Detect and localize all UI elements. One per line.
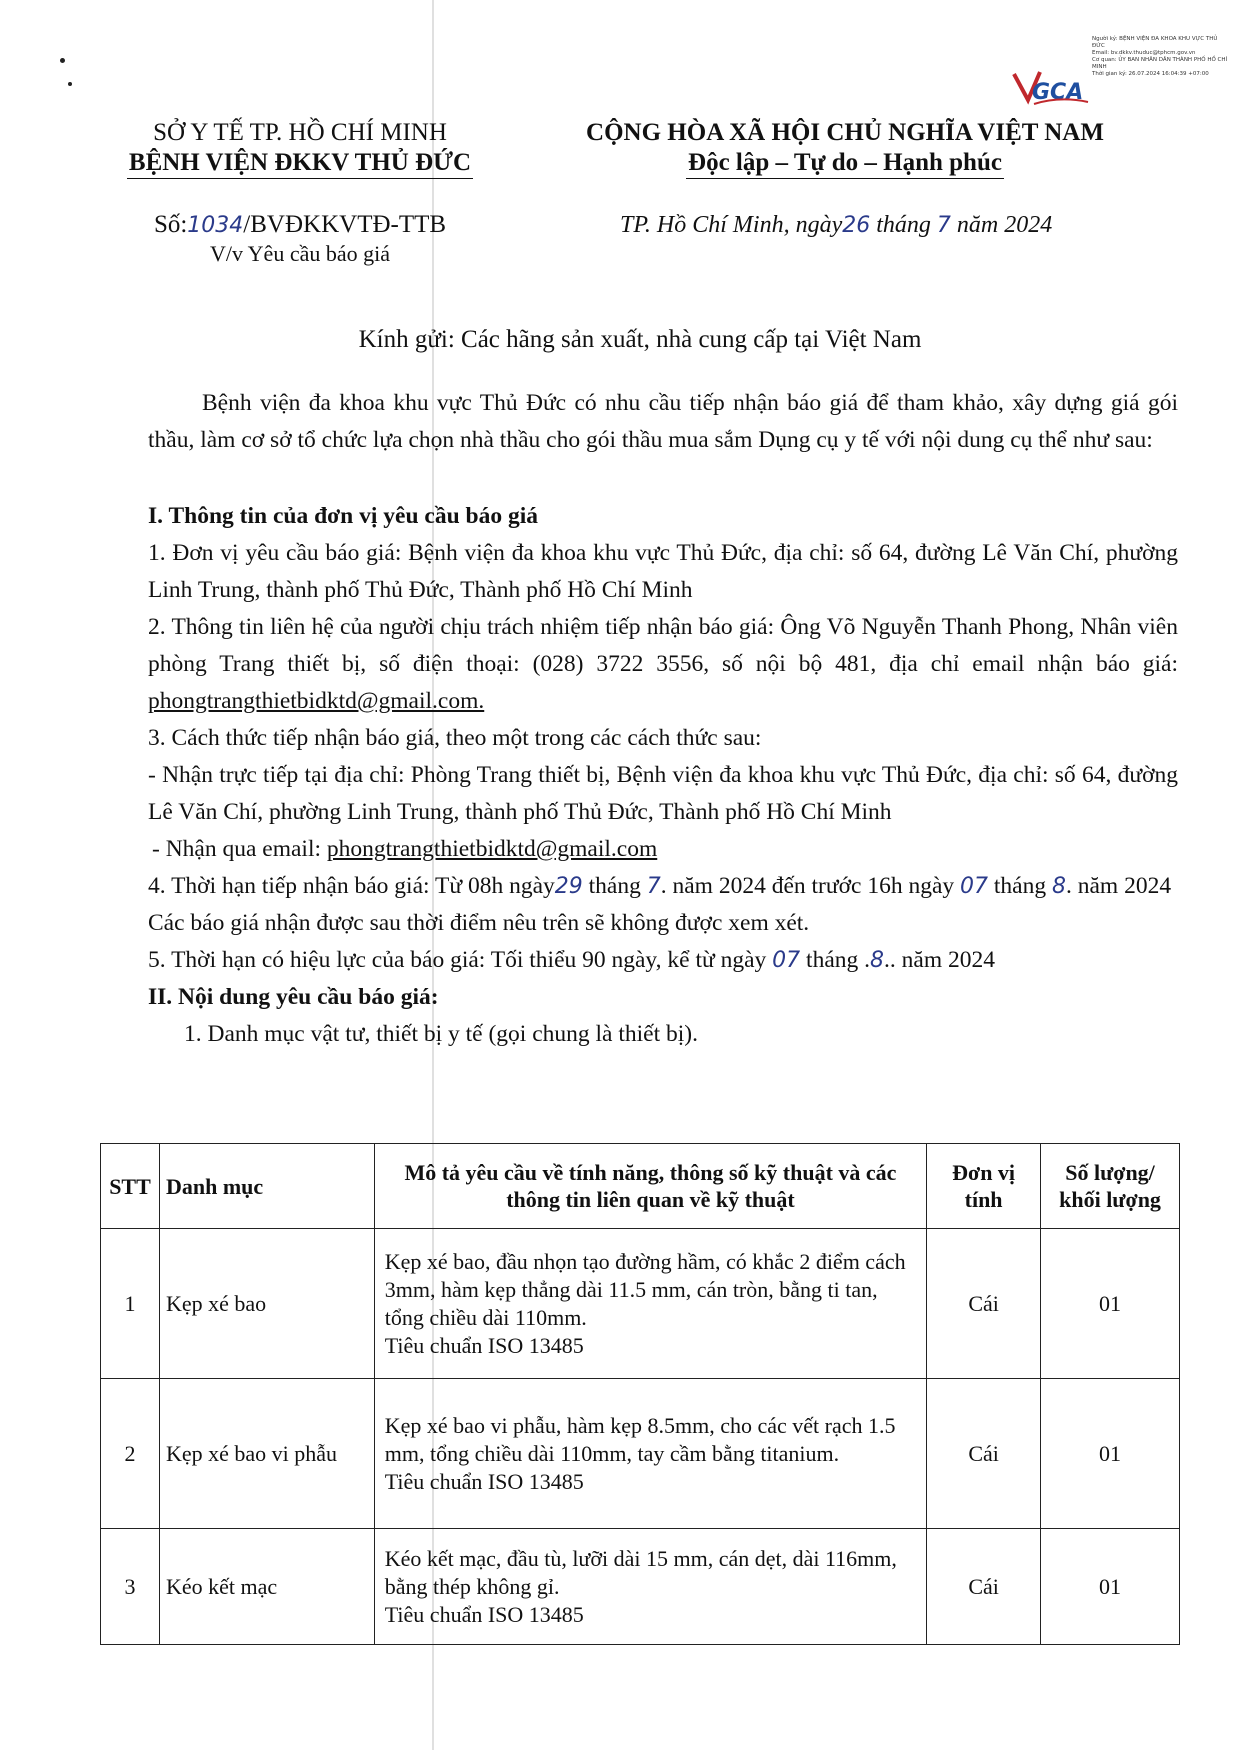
row-item-name: Kéo kết mạc	[159, 1529, 374, 1645]
row-item-name: Kẹp xé bao vi phẫu	[159, 1379, 374, 1529]
email-method-label: - Nhận qua email:	[152, 836, 322, 862]
section-2-item-1: 1. Danh mục vật tư, thiết bị y tế (gọi chung là thiết bị).	[184, 1021, 698, 1047]
document-subject: V/v Yêu cầu báo giá	[209, 241, 390, 266]
number-prefix: Số:	[153, 211, 188, 238]
deadline-end-month-label: tháng	[993, 873, 1047, 899]
column-header-description: Mô tả yêu cầu về tính năng, thông số kỹ thuật và các thông tin liên quan về kỹ thuật	[374, 1144, 926, 1229]
deadline-end-day: 07	[960, 874, 989, 899]
row-unit: Cái	[927, 1529, 1041, 1645]
deadline-start-day: 29	[554, 874, 583, 899]
row-unit: Cái	[927, 1379, 1041, 1529]
table-row	[101, 1229, 1180, 1379]
description-standard: Tiêu chuẩn ISO 13485	[384, 1601, 584, 1627]
document-date	[620, 212, 1180, 239]
validity-month-label: tháng .	[806, 947, 871, 973]
row-quantity: 01	[1041, 1229, 1180, 1379]
signature-details	[1092, 36, 1228, 78]
section-1-item-3a: - Nhận trực tiếp tại địa chỉ: Phòng Trang thiết bị, Bệnh viện đa khoa khu vực Thủ Đức, địa chỉ: số 64, đường Lê Văn Chí, phường Linh Trung, thành phố Thủ Đức, Thành phố Hồ Chí Minh	[148, 762, 1178, 825]
row-description	[374, 1379, 926, 1529]
column-header-stt: STT	[101, 1144, 160, 1229]
section-1-item-4	[148, 868, 1178, 905]
signature-signer: Người ký: BỆNH VIỆN ĐA KHOA KHU VỰC THỦ ĐỨC	[1092, 36, 1218, 49]
signature-agency: Cơ quan: ỦY BAN NHÂN DÂN THÀNH PHỐ HỒ CHÍ MINH	[1092, 57, 1228, 70]
section-2-title: II. Nội dung yêu cầu báo giá:	[148, 984, 439, 1010]
signature-email: Email: bv.dkkv.thuduc@tphcm.gov.vn	[1092, 50, 1196, 56]
number-handwritten: 1034	[187, 213, 244, 238]
svg-text:GCA: GCA	[1032, 80, 1084, 105]
date-day: 26	[842, 213, 871, 238]
table-row	[101, 1379, 1180, 1529]
deadline-text-start: 4. Thời hạn tiếp nhận báo giá: Từ 08h ngày	[148, 873, 555, 899]
row-stt: 2	[101, 1379, 160, 1529]
deadline-start-month: 7	[646, 874, 661, 899]
equipment-table	[100, 1143, 1180, 1645]
validity-year: .. năm 2024	[884, 947, 995, 973]
digital-signature-stamp	[1010, 36, 1230, 116]
section-1-item-5	[148, 942, 1178, 979]
row-description	[374, 1529, 926, 1645]
deadline-text-mid: . năm 2024 đến trước 16h ngày	[660, 873, 955, 899]
document-number	[100, 210, 500, 241]
description-spec: Kẹp xé bao, đầu nhọn tạo đường hầm, có khắc 2 điểm cách 3mm, hàm kẹp thẳng dài 11.5 mm, cán tròn, bằng ti tan, tổng chiều dài 110mm.	[384, 1248, 906, 1330]
section-1-item-1: 1. Đơn vị yêu cầu báo giá: Bệnh viện đa khoa khu vực Thủ Đức, địa chỉ: số 64, đường Lê Văn Chí, phường Linh Trung, thành phố Thủ Đức, Thành phố Hồ Chí Minh	[148, 540, 1178, 603]
number-suffix: /BVĐKKVTĐ-TTB	[243, 211, 447, 238]
section-1-title: I. Thông tin của đơn vị yêu cầu báo giá	[148, 503, 538, 529]
signature-time: Thời gian ký: 26.07.2024 16:04:39 +07:00	[1092, 71, 1209, 77]
deadline-end-month: 8	[1051, 874, 1066, 899]
column-header-unit: Đơn vị tính	[927, 1144, 1041, 1229]
description-standard: Tiêu chuẩn ISO 13485	[384, 1332, 584, 1358]
description-standard: Tiêu chuẩn ISO 13485	[384, 1468, 584, 1494]
deadline-text-end: . năm 2024	[1065, 873, 1172, 899]
deadline-month-label: tháng	[588, 873, 641, 899]
recipient: Kính gửi: Các hãng sản xuất, nhà cung cấp tại Việt Nam	[358, 326, 922, 353]
hospital-name: BỆNH VIỆN ĐKKV THỦ ĐỨC	[127, 148, 473, 179]
row-stt: 1	[101, 1229, 160, 1379]
contact-info: 2. Thông tin liên hệ của người chịu trách nhiệm tiếp nhận báo giá: Ông Võ Nguyễn Thanh Phong, Nhân viên phòng Trang thiết bị, số điện thoại: (028) 3722 3556, số nội bộ 481, địa chỉ email nhận báo giá:	[148, 614, 1178, 677]
email-method-link[interactable]: phongtrangthietbidktd@gmail.com	[326, 836, 658, 862]
description-spec: Kẹp xé bao vi phẫu, hàm kẹp 8.5mm, cho các vết rạch 1.5 mm, tổng chiều dài 110mm, tay cầm bằng titanium.	[384, 1412, 896, 1466]
validity-month: 8	[870, 948, 885, 973]
table-row	[101, 1529, 1180, 1645]
date-prefix: TP. Hồ Chí Minh, ngày	[620, 212, 843, 238]
row-item-name: Kẹp xé bao	[159, 1229, 374, 1379]
row-unit: Cái	[927, 1229, 1041, 1379]
country-name: CỘNG HÒA XÃ HỘI CHỦ NGHĨA VIỆT NAM	[586, 119, 1104, 146]
column-header-quantity: Số lượng/ khối lượng	[1041, 1144, 1180, 1229]
row-stt: 3	[101, 1529, 160, 1645]
table-header-row	[101, 1144, 1180, 1229]
scan-speck	[68, 82, 72, 86]
section-1-item-2	[148, 609, 1178, 720]
national-motto: Độc lập – Tự do – Hạnh phúc	[686, 148, 1004, 179]
intro-paragraph: Bệnh viện đa khoa khu vực Thủ Đức có nhu cầu tiếp nhận báo giá để tham khảo, xây dựng giá gói thầu, làm cơ sở tổ chức lựa chọn nhà thầu cho gói thầu mua sắm Dụng cụ y tế với nội dung cụ thể như sau:	[148, 390, 1178, 453]
department-name: SỞ Y TẾ TP. HỒ CHÍ MINH	[153, 119, 447, 146]
row-quantity: 01	[1041, 1529, 1180, 1645]
description-spec: Kéo kết mạc, đầu tù, lưỡi dài 15 mm, cán dẹt, dài 116mm, bằng thép không gỉ.	[384, 1545, 897, 1599]
contact-email-link[interactable]: phongtrangthietbidktd@gmail.com.	[148, 688, 485, 714]
date-month: 7	[936, 213, 951, 238]
column-header-item: Danh mục	[159, 1144, 374, 1229]
section-1	[148, 498, 1178, 1053]
date-month-label: tháng	[876, 212, 931, 238]
scan-speck	[60, 58, 65, 63]
row-description	[374, 1229, 926, 1379]
section-1-item-3b	[148, 831, 1178, 868]
section-1-item-3: 3. Cách thức tiếp nhận báo giá, theo một trong các cách thức sau:	[148, 725, 762, 751]
header-left	[100, 118, 500, 179]
header-right	[520, 118, 1170, 179]
late-quote-note: Các báo giá nhận được sau thời điểm nêu trên sẽ không được xem xét.	[148, 910, 810, 936]
row-quantity: 01	[1041, 1379, 1180, 1529]
validity-text-start: 5. Thời hạn có hiệu lực của báo giá: Tối thiểu 90 ngày, kể từ ngày	[148, 947, 767, 973]
date-year: năm 2024	[956, 212, 1053, 238]
validity-day: 07	[772, 948, 801, 973]
